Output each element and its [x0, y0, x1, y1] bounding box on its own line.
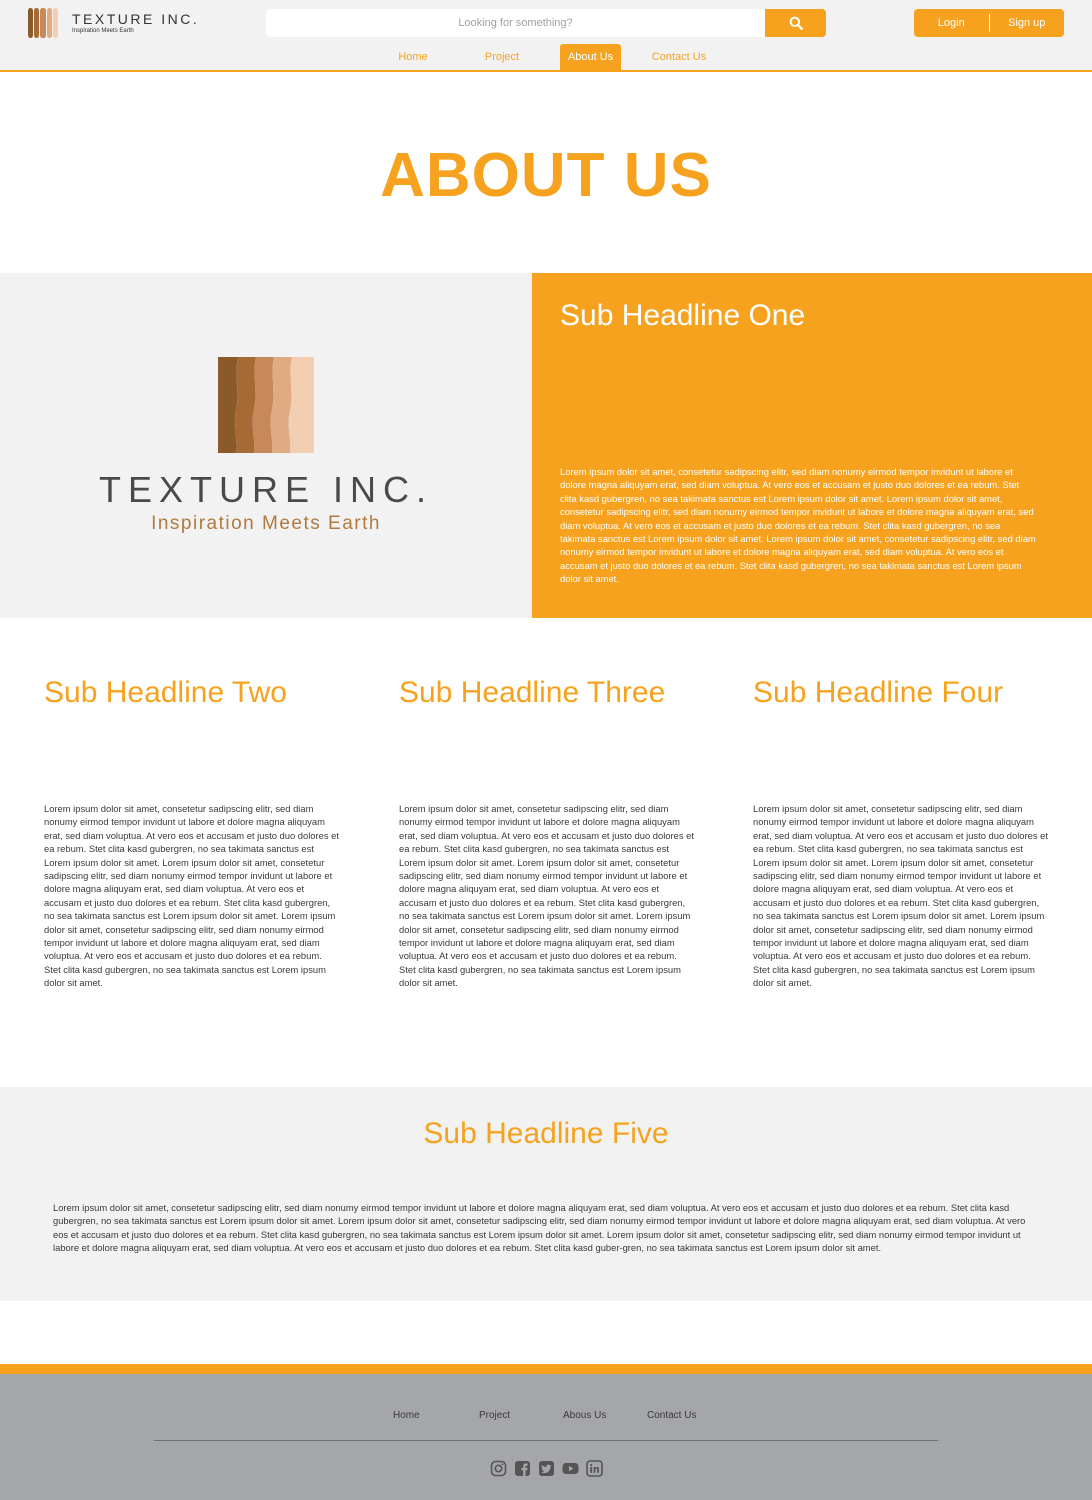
twitter-icon[interactable]	[538, 1460, 555, 1477]
auth-group	[914, 9, 1064, 37]
facebook-icon[interactable]	[514, 1460, 531, 1477]
footer-divider	[154, 1440, 938, 1441]
section-two-title: Sub Headline Two	[44, 676, 287, 709]
main-nav	[0, 44, 1092, 70]
section-two	[44, 676, 340, 990]
site-header	[0, 0, 1092, 72]
nav-about-us[interactable]: About Us	[560, 44, 621, 70]
section-three-title: Sub Headline Three	[399, 676, 666, 709]
section-five-body: Lorem ipsum dolor sit amet, consetetur sadipscing elitr, sed diam nonumy eirmod tempor invidunt ut labore et dolore magna aliquyam erat, sed diam voluptua. At vero eos et accusam et justo duo dolores et ea rebum. Stet clita kasd gubergren, no sea takimata sanctus est Lorem ipsum dolor sit amet. Lorem ipsum dolor sit amet, consetetur sadipscing elitr, sed diam nonumy eirmod tempor invidunt ut labore et dolore magna aliquyam erat, sed diam voluptua. At vero eos et accusam et justo duo dolores et ea rebum. Stet clita kasd gubergren, no sea takimata sanctus est Lorem ipsum dolor sit amet. Lorem ipsum dolor sit amet, consetetur sadipscing elitr, sed diam nonumy eirmod tempor invidunt ut labore et dolore magna aliquyam erat, sed diam voluptua. At vero eos et accusam et justo duo dolores et ea rebum. Stet clita kasd guber-gren, no sea takimata sanctus est Lorem ipsum dolor sit amet.	[53, 1202, 1026, 1254]
section-one	[532, 273, 1092, 618]
brand-panel	[0, 273, 532, 618]
section-four-body: Lorem ipsum dolor sit amet, consetetur sadipscing elitr, sed diam nonumy eirmod tempor invidunt ut labore et dolore magna aliquyam erat, sed diam voluptua. At vero eos et accusam et justo duo dolores et ea rebum. Stet clita kasd gubergren, no sea takimata sanctus est Lorem ipsum dolor sit amet. Lorem ipsum dolor sit amet, consetetur sadipscing elitr, sed diam nonumy eirmod tempor invidunt ut labore et dolore magna aliquyam erat, sed diam voluptua. At vero eos et accusam et justo duo dolores et ea rebum. Stet clita kasd gubergren, no sea takimata sanctus est Lorem ipsum dolor sit amet. Lorem ipsum dolor sit amet, consetetur sadipscing elitr, sed diam nonumy eirmod tempor invidunt ut labore et dolore magna aliquyam erat, sed diam voluptua. At vero eos et accusam et justo duo dolores et ea rebum. Stet clita kasd gubergren, no sea takimata sanctus est Lorem ipsum dolor sit amet.	[753, 803, 1048, 989]
signup-button[interactable]: Sign up	[1008, 17, 1046, 29]
search-bar	[266, 9, 826, 37]
section-four	[753, 676, 1049, 990]
footer-nav-about-us[interactable]: Abous Us	[563, 1410, 607, 1421]
brand-logo	[0, 357, 532, 535]
section-five	[0, 1087, 1092, 1301]
login-button[interactable]: Login	[937, 17, 965, 29]
footer-nav-home[interactable]: Home	[393, 1410, 420, 1421]
footer-nav-contact-us[interactable]: Contact Us	[647, 1410, 697, 1421]
header-logo[interactable]	[28, 8, 208, 38]
nav-project[interactable]: Project	[484, 51, 520, 63]
footer-nav-project[interactable]: Project	[479, 1410, 511, 1421]
page-title: ABOUT US	[380, 141, 712, 210]
logo-mark-icon	[218, 357, 314, 453]
nav-contact-us[interactable]: Contact Us	[651, 51, 707, 63]
brand-tagline: Inspiration Meets Earth	[151, 513, 381, 534]
header-brand-name: TEXTURE INC.	[72, 11, 200, 27]
linkedin-icon[interactable]	[586, 1460, 603, 1477]
section-one-title: Sub Headline One	[560, 299, 806, 332]
section-two-body: Lorem ipsum dolor sit amet, consetetur sadipscing elitr, sed diam nonumy eirmod tempor invidunt ut labore et dolore magna aliquyam erat, sed diam voluptua. At vero eos et accusam et justo duo dolores et ea rebum. Stet clita kasd gubergren, no sea takimata sanctus est Lorem ipsum dolor sit amet. Lorem ipsum dolor sit amet, consetetur sadipscing elitr, sed diam nonumy eirmod tempor invidunt ut labore et dolore magna aliquyam erat, sed diam voluptua. At vero eos et accusam et justo duo dolores et ea rebum. Stet clita kasd gubergren, no sea takimata sanctus est Lorem ipsum dolor sit amet. Lorem ipsum dolor sit amet, consetetur sadipscing elitr, sed diam nonumy eirmod tempor invidunt ut labore et dolore magna aliquyam erat, sed diam voluptua. At vero eos et accusam et justo duo dolores et ea rebum. Stet clita kasd gubergren, no sea takimata sanctus est Lorem ipsum dolor sit amet.	[44, 803, 339, 989]
search-icon	[789, 16, 803, 30]
search-button[interactable]	[765, 9, 826, 37]
section-three	[399, 676, 695, 990]
section-five-title: Sub Headline Five	[423, 1117, 669, 1150]
youtube-icon[interactable]	[562, 1460, 579, 1477]
section-three-body: Lorem ipsum dolor sit amet, consetetur sadipscing elitr, sed diam nonumy eirmod tempor invidunt ut labore et dolore magna aliquyam erat, sed diam voluptua. At vero eos et accusam et justo duo dolores et ea rebum. Stet clita kasd gubergren, no sea takimata sanctus est Lorem ipsum dolor sit amet. Lorem ipsum dolor sit amet, consetetur sadipscing elitr, sed diam nonumy eirmod tempor invidunt ut labore et dolore magna aliquyam erat, sed diam voluptua. At vero eos et accusam et justo duo dolores et ea rebum. Stet clita kasd gubergren, no sea takimata sanctus est Lorem ipsum dolor sit amet. Lorem ipsum dolor sit amet, consetetur sadipscing elitr, sed diam nonumy eirmod tempor invidunt ut labore et dolore magna aliquyam erat, sed diam voluptua. At vero eos et accusam et justo duo dolores et ea rebum. Stet clita kasd gubergren, no sea takimata sanctus est Lorem ipsum dolor sit amet.	[399, 803, 694, 989]
site-footer	[0, 1374, 1092, 1500]
section-one-body: Lorem ipsum dolor sit amet, consetetur sadipscing elitr, sed diam nonumy eirmod tempor invidunt ut labore et dolore magna aliquyam erat, sed diam voluptua. At vero eos et accusam et justo duo dolores et ea rebum. Stet clita kasd gubergren, no sea takimata sanctus est Lorem ipsum dolor sit amet. Lorem ipsum dolor sit amet, consetetur sadipscing elitr, sed diam nonumy eirmod tempor invidunt ut labore et dolore magna aliquyam erat, sed diam voluptua. At vero eos et accusam et justo duo dolores et ea rebum. Stet clita kasd gubergren, no sea takimata sanctus est Lorem ipsum dolor sit amet. Lorem ipsum dolor sit amet, consetetur sadipscing elitr, sed diam nonumy eirmod tempor invidunt ut labore et dolore magna aliquyam erat, sed diam voluptua. At vero eos et accusam et justo duo dolores et ea rebum. Stet clita kasd gubergren, no sea takimata sanctus est Lorem ipsum dolor sit amet.	[560, 466, 1036, 585]
instagram-icon[interactable]	[490, 1460, 507, 1477]
brand-name: TEXTURE INC.	[98, 469, 433, 510]
logo-mark-icon	[28, 8, 58, 38]
footer-accent-bar	[0, 1364, 1092, 1374]
header-brand-tagline: Inspiration Meets Earth	[72, 28, 134, 34]
section-four-title: Sub Headline Four	[753, 676, 1004, 709]
nav-home[interactable]: Home	[398, 51, 428, 63]
social-links	[490, 1460, 603, 1477]
search-input[interactable]	[266, 9, 765, 37]
